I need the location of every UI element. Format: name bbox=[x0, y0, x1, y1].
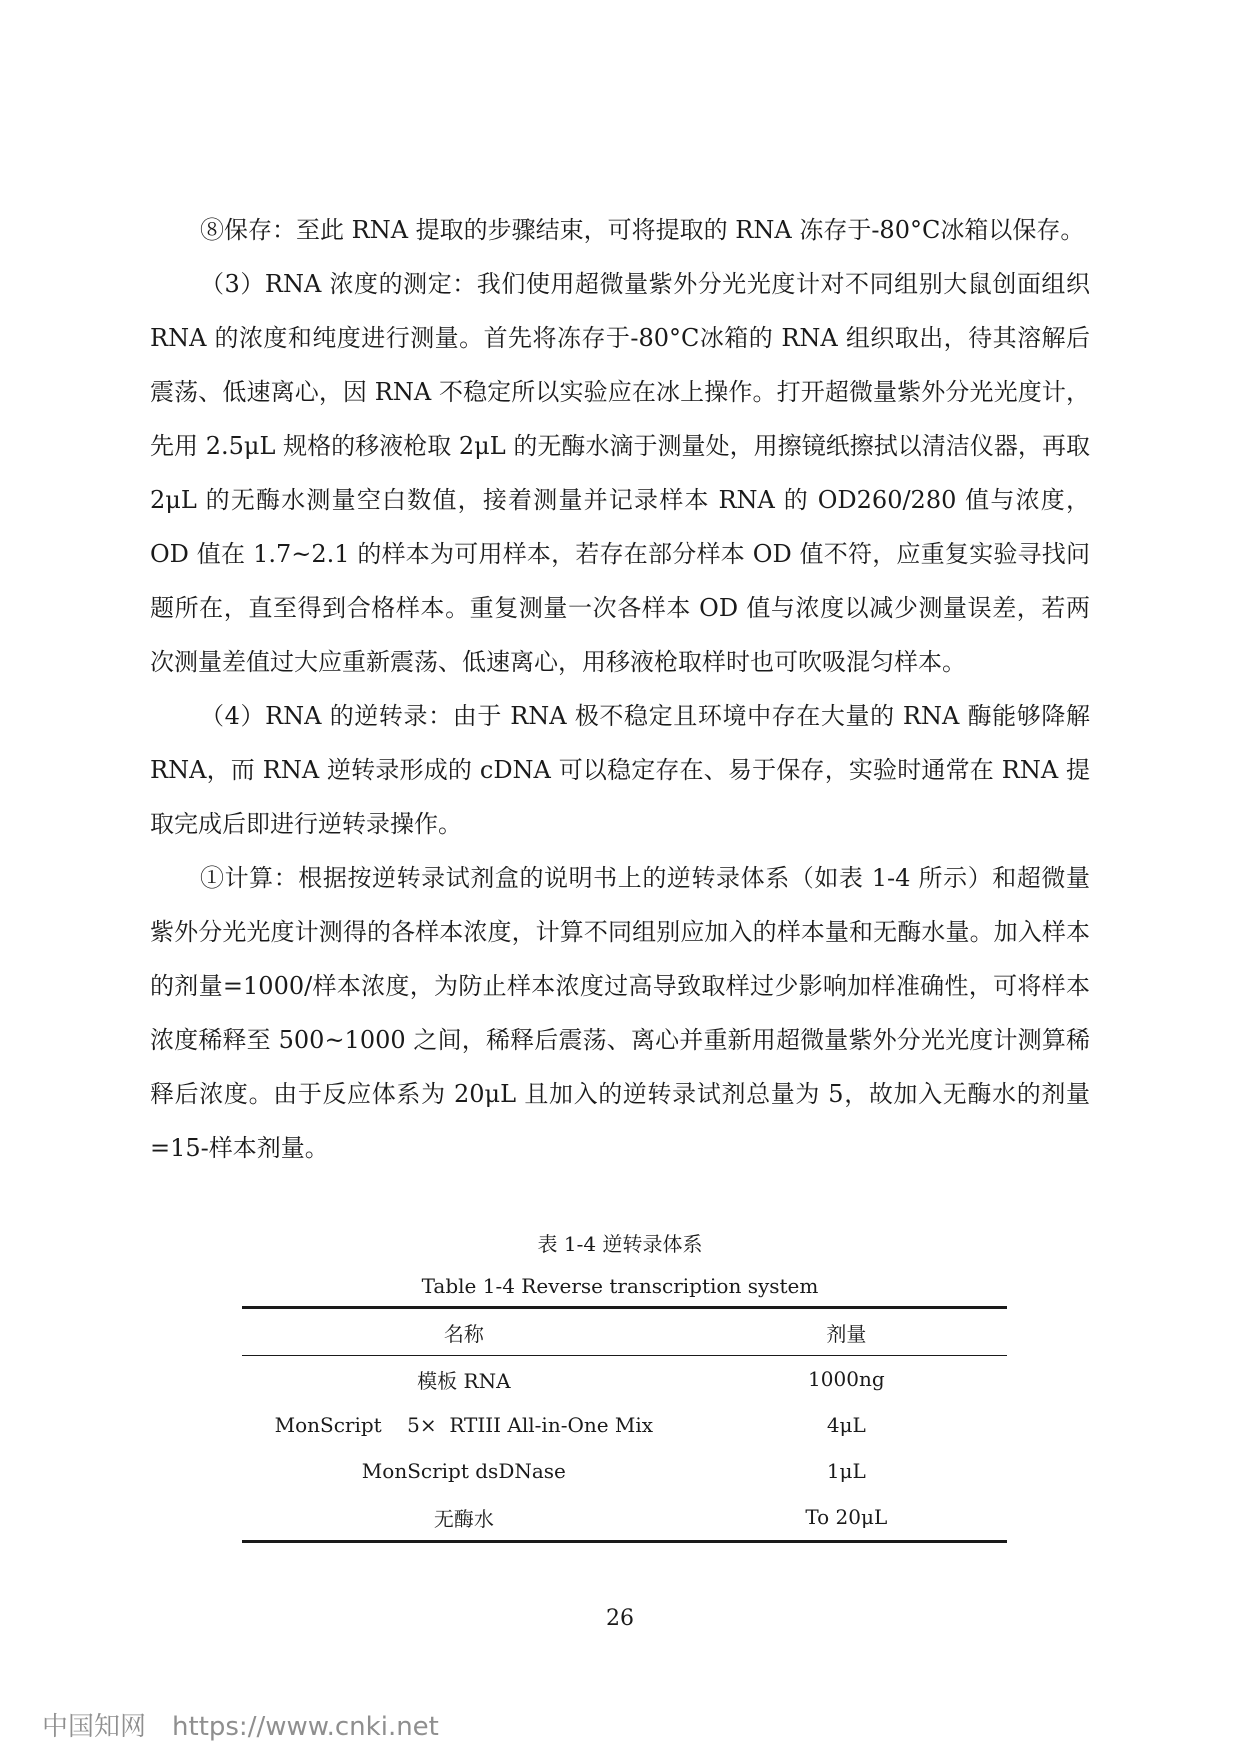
table-caption-en: Table 1-4 Reverse transcription system bbox=[421, 1274, 819, 1298]
paragraph-rna-concentration: （3）RNA 浓度的测定：我们使用超微量紫外分光光度计对不同组别大鼠创面组织 RNA 的浓度和纯度进行测量。首先将冻存于-80°C冰箱的 RNA 组织取出，待其溶解后震荡、低速离心，因 RNA 不稳定所以实验应在冰上操作。打开超微量紫外分光光度计，先用 2.5μL 规格的移液枪取 2μL 的无酶水滴于测量处，用擦镜纸擦拭以清洁仪器，再取 2μL 的无酶水测量空白数值，接着测量并记录样本 RNA 的 OD260/280 值与浓度，OD 值在 1.7~2.1 的样本为可用样本，若存在部分样本 OD 值不符，应重复实验寻找问题所在，直至得到合格样本。重复测量一次各样本 OD 值与浓度以减少测量误差，若两次测量差值过大应重新震荡、低速离心，用移液枪取样时也可吹吸混匀样本。 bbox=[150, 270, 1090, 676]
header-dose: 剂量 bbox=[686, 1308, 1007, 1356]
header-name: 名称 bbox=[242, 1308, 686, 1356]
watermark-brand: 中国知网 bbox=[42, 1712, 147, 1742]
cell-name: MonScript dsDNase bbox=[361, 1459, 566, 1483]
paragraph-reverse-transcription: （4）RNA 的逆转录：由于 RNA 极不稳定且环境中存在大量的 RNA 酶能够降解 RNA，而 RNA 逆转录形成的 cDNA 可以稳定存在、易于保存，实验时通常在 RNA 提取完成后即进行逆转录操作。 bbox=[150, 702, 1090, 838]
table-caption-cn: 表 1-4 逆转录体系 bbox=[537, 1232, 703, 1256]
cell-dose: 4μL bbox=[826, 1413, 866, 1437]
cell-dose: To 20μL bbox=[686, 1494, 1007, 1542]
cnki-watermark bbox=[42, 1706, 439, 1743]
table-row bbox=[242, 1448, 1007, 1494]
paragraph-save-step: ⑧保存：至此 RNA 提取的步骤结束，可将提取的 RNA 冻存于-80°C冰箱以保存。 bbox=[200, 216, 1085, 244]
reverse-transcription-table bbox=[242, 1306, 1007, 1543]
cell-name: MonScript 5× RTIII All-in-One Mix bbox=[274, 1413, 654, 1437]
cell-dose: 1μL bbox=[826, 1459, 866, 1483]
table-row bbox=[242, 1356, 1007, 1403]
paragraph-calculation: ①计算：根据按逆转录试剂盒的说明书上的逆转录体系（如表 1-4 所示）和超微量紫外分光光度计测得的各样本浓度，计算不同组别应加入的样本量和无酶水量。加入样本的剂量=1000/样本浓度，为防止样本浓度过高导致取样过少影响加样准确性，可将样本浓度稀释至 500~1000 之间，稀释后震荡、离心并重新用超微量紫外分光光度计测算稀释后浓度。由于反应体系为 20μL 且加入的逆转录试剂总量为 5，故加入无酶水的剂量=15-样本剂量。 bbox=[150, 864, 1090, 1162]
table-row bbox=[242, 1494, 1007, 1542]
watermark-url: https://www.cnki.net bbox=[172, 1712, 439, 1742]
cell-name: 模板 RNA bbox=[417, 1368, 511, 1393]
table-header-row bbox=[242, 1308, 1007, 1356]
page-number: 26 bbox=[606, 1606, 634, 1631]
table-row bbox=[242, 1402, 1007, 1448]
cell-name: 无酶水 bbox=[242, 1494, 686, 1542]
cell-dose: 1000ng bbox=[808, 1367, 885, 1391]
